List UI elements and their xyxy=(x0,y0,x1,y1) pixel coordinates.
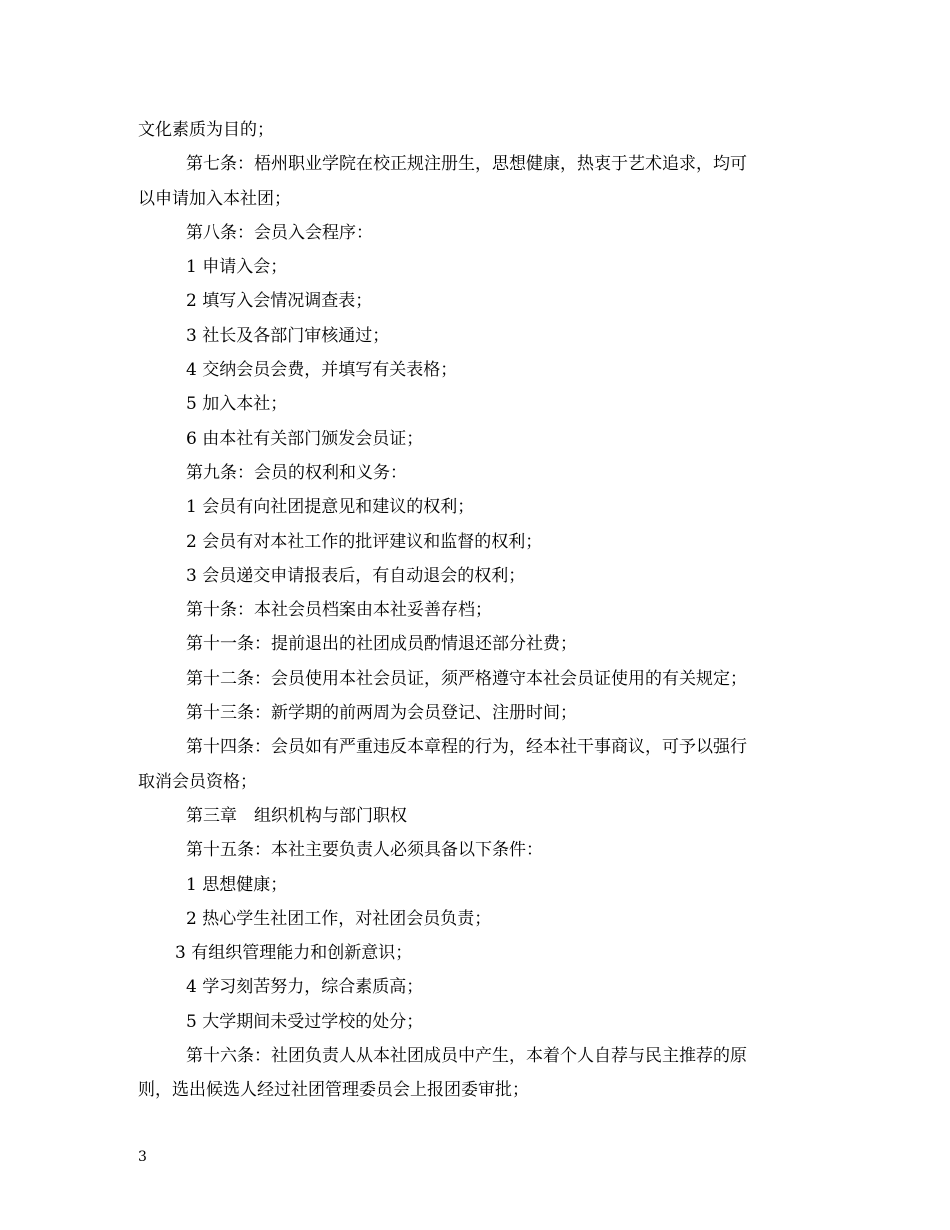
text-line: 2 热心学生社团工作，对社团会员负责； xyxy=(186,908,492,929)
text-line: 第七条：梧州职业学院在校正规注册生，思想健康，热衷于艺术追求，均可 xyxy=(186,154,747,175)
text-line: 4 交纳会员会费，并填写有关表格； xyxy=(186,360,458,381)
text-line: 3 有组织管理能力和创新意识； xyxy=(175,943,413,964)
document-body xyxy=(138,113,818,1108)
text-line: 5 大学期间未受过学校的处分； xyxy=(186,1011,424,1032)
text-line: 第十条：本社会员档案由本社妥善存档； xyxy=(186,600,492,621)
text-line: 5 加入本社； xyxy=(186,394,288,415)
text-line: 6 由本社有关部门颁发会员证； xyxy=(186,428,424,449)
text-line: 1 会员有向社团提意见和建议的权利； xyxy=(186,497,475,518)
text-line: 以申请加入本社团； xyxy=(138,188,291,209)
text-line: 3 会员递交申请报表后，有自动退会的权利； xyxy=(186,565,526,586)
text-line: 第八条：会员入会程序： xyxy=(186,222,373,243)
text-line: 3 社长及各部门审核通过； xyxy=(186,325,390,346)
chapter-heading: 第三章 组织机构与部门职权 xyxy=(186,805,407,826)
text-line: 1 申请入会； xyxy=(186,257,288,278)
text-line: 1 思想健康； xyxy=(186,874,288,895)
page-number: 3 xyxy=(138,1149,147,1165)
text-line: 则，选出候选人经过社团管理委员会上报团委审批； xyxy=(138,1080,529,1101)
text-line: 第十六条：社团负责人从本社团成员中产生，本着个人自荐与民主推荐的原 xyxy=(186,1046,747,1067)
text-line: 第十三条：新学期的前两周为会员登记、注册时间； xyxy=(186,703,577,724)
text-line: 第十二条：会员使用本社会员证，须严格遵守本社会员证使用的有关规定； xyxy=(186,668,747,689)
text-line: 第十五条：本社主要负责人必须具备以下条件： xyxy=(186,840,543,861)
text-line: 2 填写入会情况调查表； xyxy=(186,291,373,312)
text-line: 2 会员有对本社工作的批评建议和监督的权利； xyxy=(186,531,543,552)
text-line: 取消会员资格； xyxy=(138,771,257,792)
text-line: 第十一条：提前退出的社团成员酌情退还部分社费； xyxy=(186,634,577,655)
text-line: 文化素质为目的； xyxy=(138,120,274,140)
text-line: 第九条：会员的权利和义务： xyxy=(186,462,407,483)
text-line: 4 学习刻苦努力，综合素质高； xyxy=(186,977,424,998)
text-line: 第十四条：会员如有严重违反本章程的行为，经本社干事商议，可予以强行 xyxy=(186,737,747,758)
